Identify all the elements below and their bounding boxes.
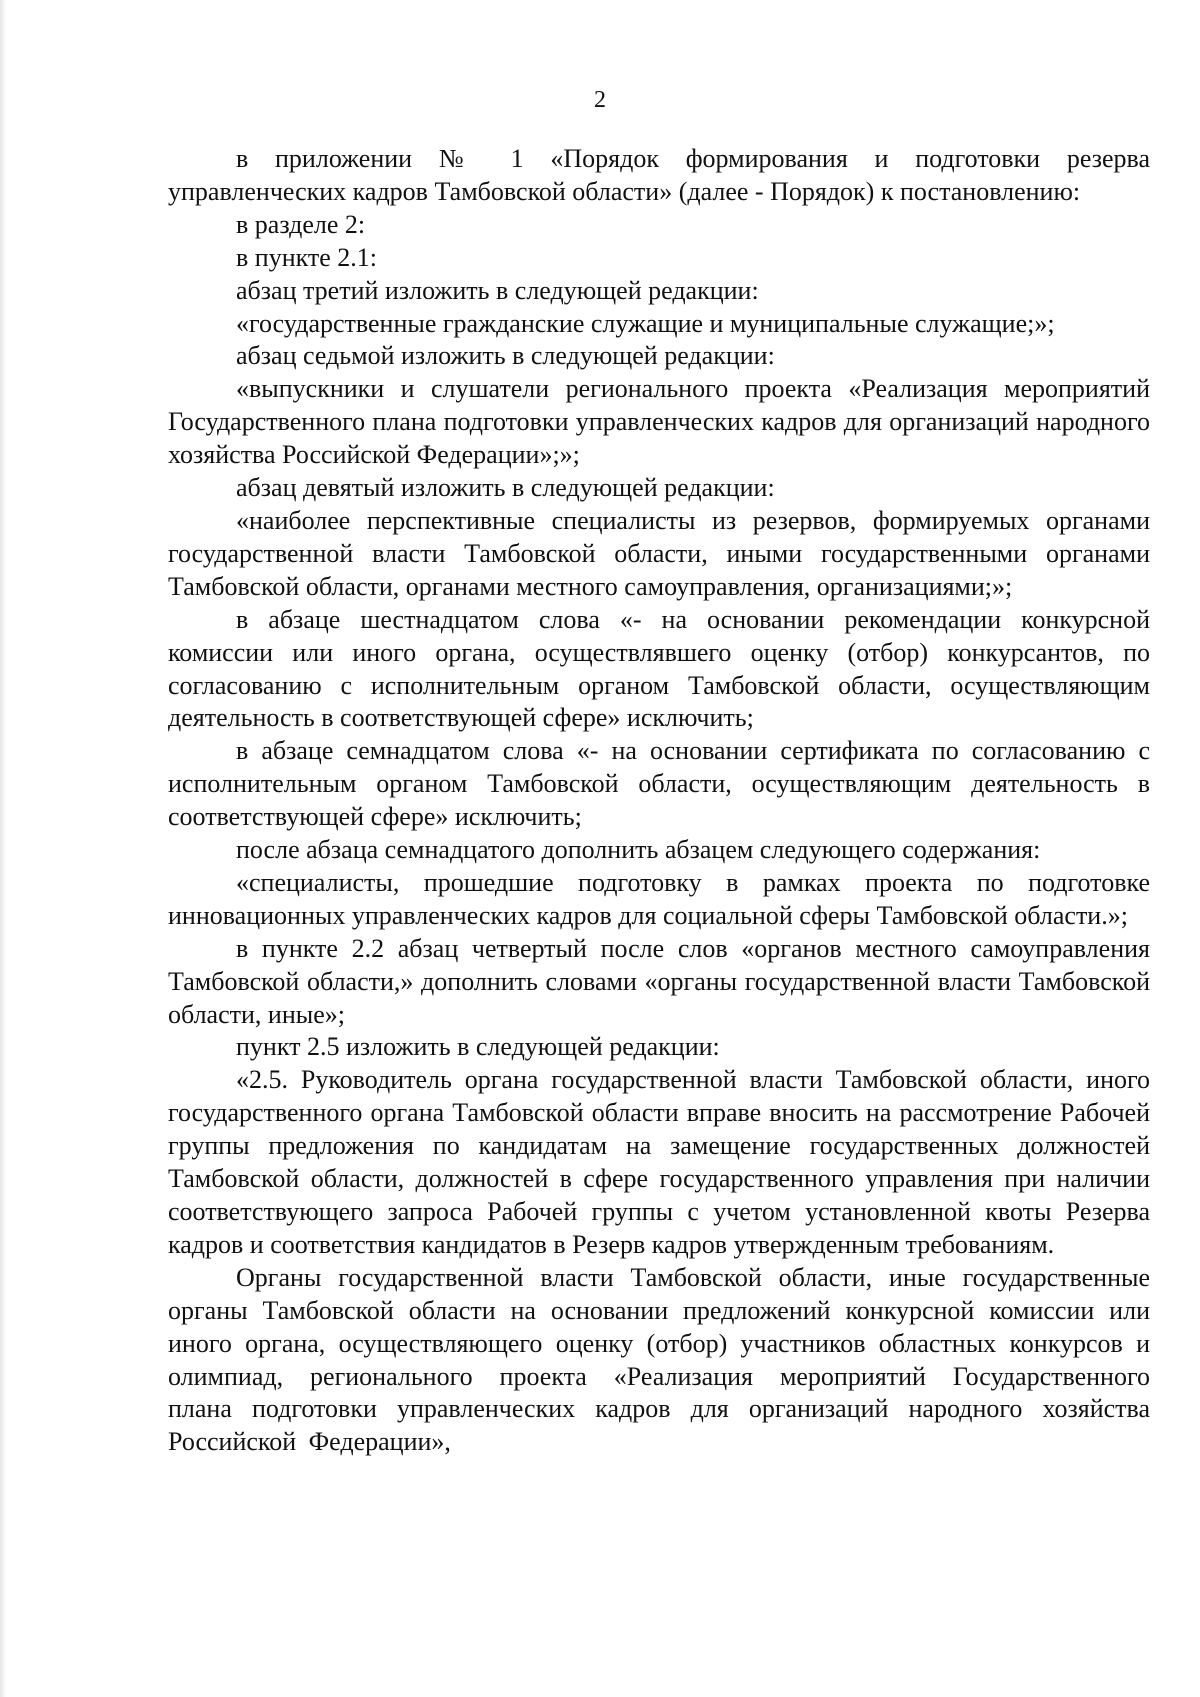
paragraph-add-abzac-text: «специалисты, прошедшие подготовку в рамках проекта по подготовке инновационных управленческих кадров для социальной сферы Тамбовской области.»; <box>168 867 1150 930</box>
paragraph-seventeenth-abzac: в абзаце семнадцатом слова «- на основании сертификата по согласованию с исполнительным органом Тамбовской области, осуществляющим деятельность в соответствующей сфере» исключить; <box>168 736 1150 832</box>
paragraph-third-abzac-text: «государственные гражданские служащие и муниципальные служащие;»; <box>236 308 1055 338</box>
paragraph-add-abzac: после абзаца семнадцатого дополнить абзацем следующего содержания: <box>236 835 1041 865</box>
paragraph-seventh-abzac-text: «выпускники и слушатели регионального проекта «Реализация мероприятий Государственного плана подготовки управленческих кадров для организаций народного хозяйства Российской Федерации»;»; <box>168 374 1150 470</box>
paragraph-seventh-abzac: абзац седьмой изложить в следующей редакции: <box>236 341 775 371</box>
paragraph-organs: Органы государственной власти Тамбовской области, иные государственные органы Тамбовской области на основании предложений конкурсной комиссии или иного органа, осуществляющего оценку (отбор) участников областных конкурсов и олимпиад, регионального проекта «Реализация мероприятий Государственного плана подготовки управленческих кадров для организаций народного хозяйства Российской Федерации», <box>168 1262 1150 1457</box>
paragraph-ninth-abzac-text: «наиболее перспективные специалисты из резервов, формируемых органами государственной власти Тамбовской области, иными государственными органами Тамбовской области, органами местного самоуправления, организациями;»; <box>168 505 1150 601</box>
page-number: 2 <box>594 87 606 113</box>
paragraph-ninth-abzac: абзац девятый изложить в следующей редакции: <box>236 473 775 503</box>
paragraph-clause-2-5: пункт 2.5 изложить в следующей редакции: <box>236 1032 720 1062</box>
paragraph-clause-2-5-text: «2.5. Руководитель органа государственной власти Тамбовской области, иного государственного органа Тамбовской области вправе вносить на рассмотрение Рабочей группы предложения по кандидатам на замещение государственных должностей Тамбовской области, должностей в сфере государственного управления при наличии соответствующего запроса Рабочей группы с учетом установленной квоты Резерва кадров и соответствия кандидатов в Резерв кадров утвержденным требованиям. <box>168 1065 1150 1259</box>
paragraph-third-abzac: абзац третий изложить в следующей редакции: <box>236 275 759 305</box>
paragraph-section-2: в разделе 2: <box>236 209 366 239</box>
paragraph-sixteenth-abzac: в абзаце шестнадцатом слова «- на основании рекомендации конкурсной комиссии или иного органа, осуществлявшего оценку (отбор) конкурсантов, по согласованию с исполнительным органом Тамбовской области, осуществляющим деятельность в соответствующей сфере» исключить; <box>168 604 1150 733</box>
paragraph-appendix-intro: в приложении № 1 «Порядок формирования и подготовки резерва управленческих кадров Тамбовской области» (далее - Порядок) к постановлению: <box>168 144 1150 206</box>
paragraph-clause-2-1: в пункте 2.1: <box>236 242 378 272</box>
paragraph-clause-2-2: в пункте 2.2 абзац четвертый после слов «органов местного самоуправления Тамбовской области,» дополнить словами «органы государственной власти Тамбовской области, иные»; <box>168 933 1150 1029</box>
scan-edge-shadow <box>0 0 6 1697</box>
document-body <box>168 143 1150 1459</box>
